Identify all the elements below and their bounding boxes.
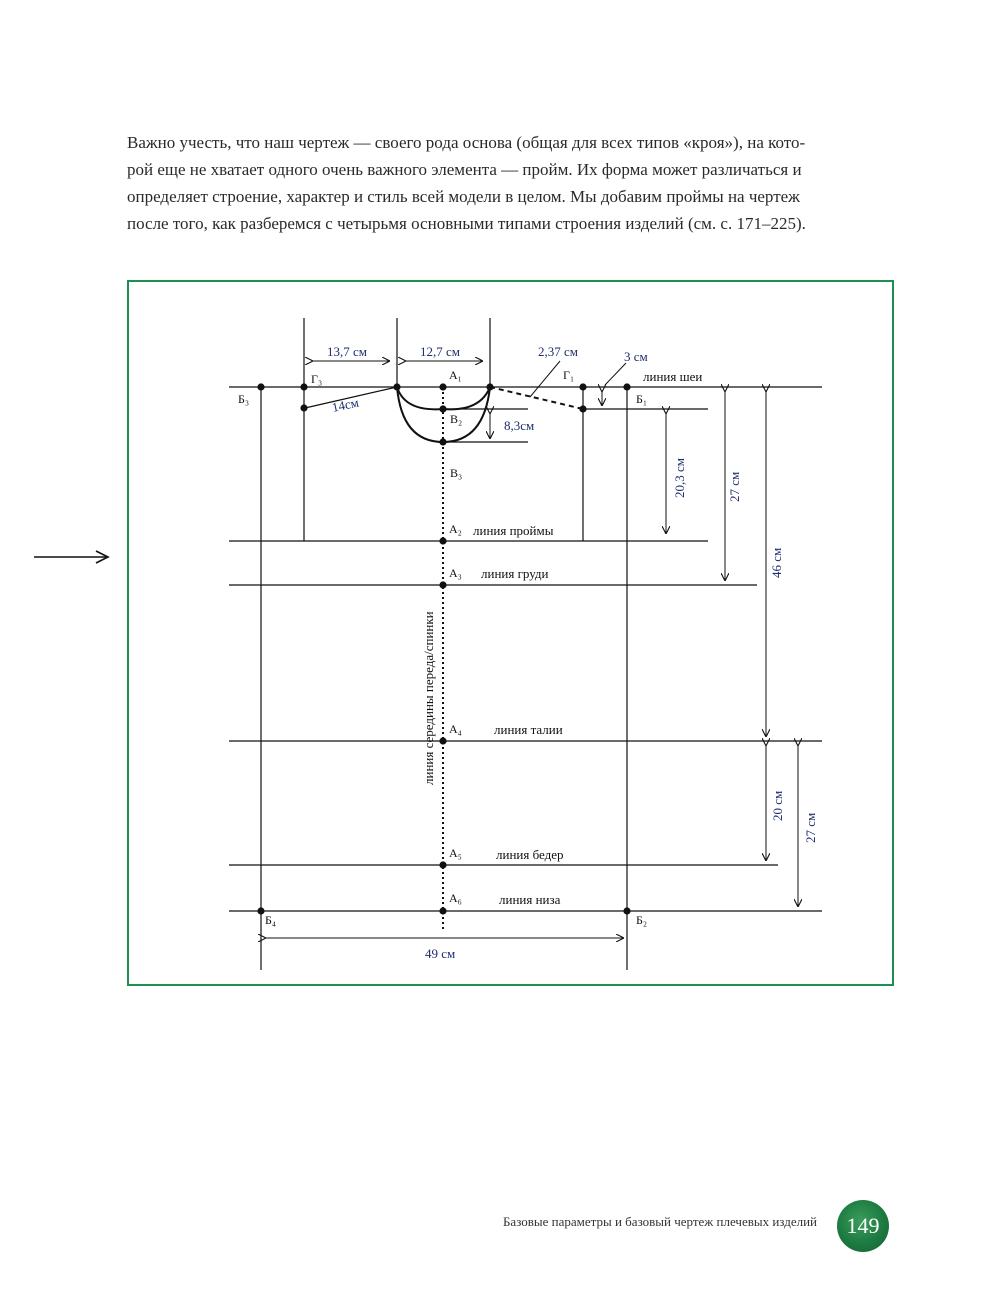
point-label: Г₃ [311, 372, 323, 386]
point-label: А₆ [449, 891, 462, 905]
neck-line-label: линия шеи [643, 369, 703, 384]
intro-line: определяет строение, характер и стиль всей модели в целом. Мы добавим проймы на чертеж [127, 187, 800, 206]
dimension-label: 14см [330, 394, 361, 415]
dimension-label: 49 см [425, 946, 456, 961]
intro-line: рой еще не хватает одного очень важного элемента — пройм. Их форма может различаться и [127, 160, 802, 179]
point-label: А₅ [449, 846, 462, 860]
dimension-label: 27 см [803, 812, 818, 843]
hem-line-label: линия низа [499, 892, 561, 907]
point-label: Б₂ [636, 913, 648, 927]
armhole-line-label: линия проймы [473, 523, 554, 538]
dimension-label: 12,7 см [420, 344, 460, 359]
dimension-label: 2,37 см [538, 344, 578, 359]
center-line-label: линия середины переда/спинки [421, 611, 436, 785]
point-label: В₂ [450, 412, 463, 426]
intro-line: после того, как разберемся с четырьмя основными типами строения изделий (см. с. 171–225). [127, 214, 806, 233]
dimension-label: 27 см [727, 471, 742, 502]
waist-line-label: линия талии [494, 722, 563, 737]
dimension-label: 20 см [770, 790, 785, 821]
footer-title: Базовые параметры и базовый чертеж плечевых изделий [502, 1214, 817, 1229]
chest-line-label: линия груди [481, 566, 549, 581]
point-label: Г₁ [563, 368, 575, 382]
dimension-label: 20,3 см [672, 458, 687, 498]
point-label: В₃ [450, 466, 463, 480]
point-label: Б₁ [636, 392, 648, 406]
point-label: Б₃ [238, 392, 250, 406]
page-number-badge: 149 [837, 1200, 889, 1252]
dimension-label: 8,3см [504, 418, 535, 433]
grid-lines [229, 318, 822, 970]
hips-line-label: линия бедер [496, 847, 564, 862]
point-label: Б₄ [265, 913, 277, 927]
dimension-label: 13,7 см [327, 344, 367, 359]
intro-line: Важно учесть, что наш чертеж — своего рода основа (общая для всех типов «кроя»), на кото- [127, 133, 806, 152]
point-label: А₄ [449, 722, 462, 736]
dimension-label: 3 см [624, 349, 648, 364]
point-label: А₁ [449, 368, 462, 382]
point-label: А₃ [449, 566, 462, 580]
point-label: А₂ [449, 522, 462, 536]
dimension-label: 46 см [769, 547, 784, 578]
